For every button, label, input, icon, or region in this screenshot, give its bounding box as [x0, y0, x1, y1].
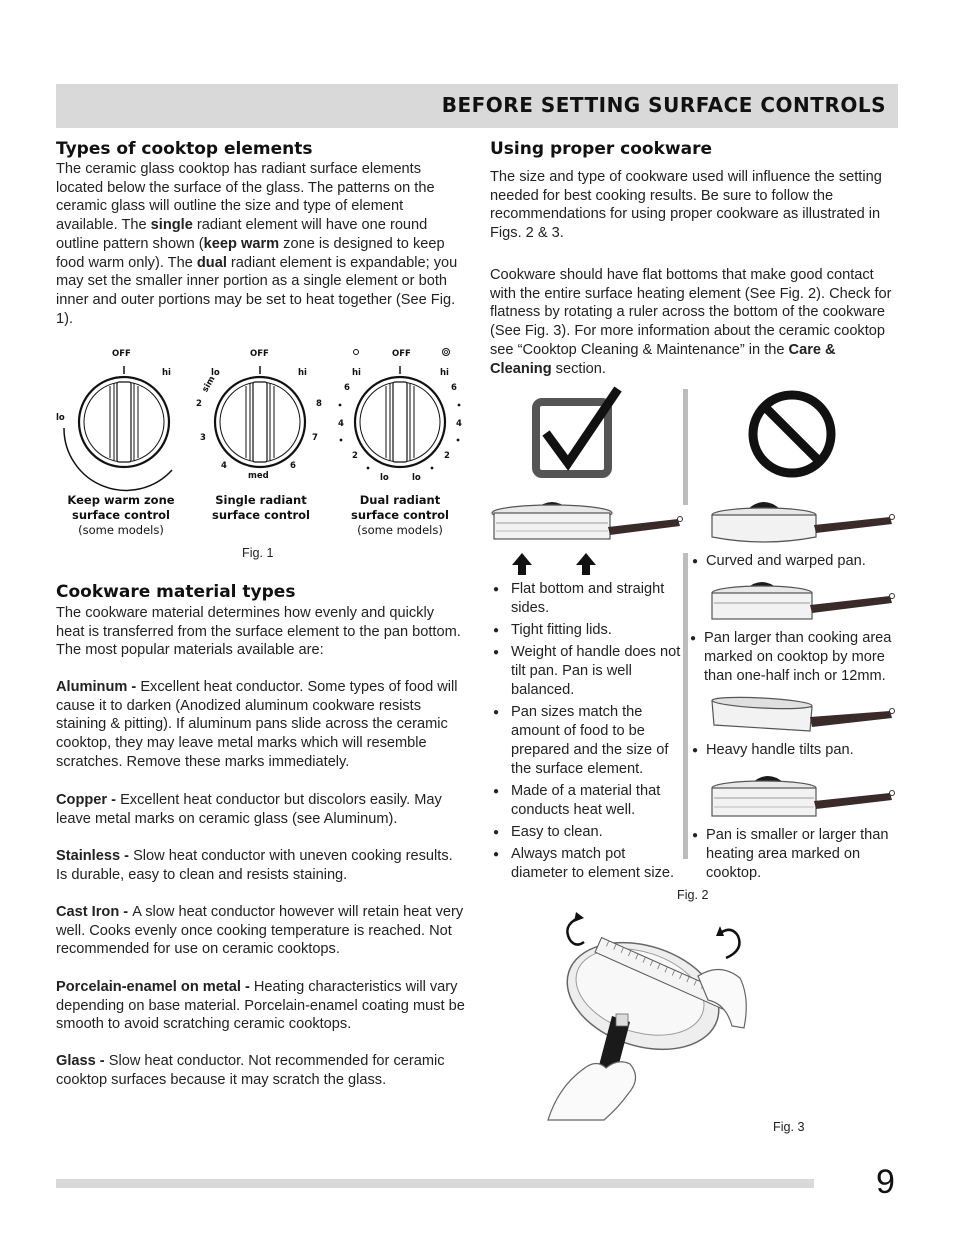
list-item: ● Made of a material that conducts heat well.	[491, 782, 686, 820]
single-dial	[196, 349, 322, 481]
list-item: ● Pan sizes match the amount of food to be prepared and the size of the surface element.	[491, 703, 686, 779]
glass-paragraph: Glass - Slow heat conductor. Not recommended for ceramic cooktop surfaces because it may scratch the glass.	[56, 1053, 445, 1088]
flat-pan-icon	[492, 502, 683, 539]
cast-iron-paragraph: Cast Iron - A slow heat conductor however will retain heat very well. Cooks evenly once cooking temperature is reached. Not recommended for use on ceramic cooktops.	[56, 904, 464, 958]
dial-label-lo: lo	[211, 368, 220, 378]
dial-label-hi: hi	[162, 368, 171, 378]
list-item: ● Easy to clean.	[491, 823, 686, 842]
fig3-ruler-check-illustration	[548, 908, 748, 1128]
bad-item-curved: ● Curved and warped pan.	[690, 552, 900, 571]
keep-warm-caption: Keep warm zone surface control (some models)	[67, 493, 175, 537]
dial-label-2: 2	[196, 399, 202, 409]
fig1-dials	[50, 340, 470, 490]
dial-label-8: 8	[316, 399, 322, 409]
checkmark-icon	[536, 389, 618, 474]
fig1-label: Fig. 1	[242, 546, 274, 560]
dial-label-off: OFF	[250, 349, 269, 359]
dial-label-lo: lo	[56, 413, 65, 423]
aluminum-paragraph: Aluminum - Excellent heat conductor. Some types of food will cause it to darken (Anodized aluminum cookware resists staining & pitting). If aluminum pans slide across the ceramic cooktop, they may leave metal marks which will resemble scratches. Remove these marks immediately.	[56, 679, 458, 770]
dual-caption: Dual radiant surface control (some models)	[350, 493, 449, 537]
bad-item-too-large: ● Pan larger than cooking area marked on cooktop by more than one-half inch or 12mm.	[688, 629, 900, 686]
dial-label-7: 7	[312, 433, 318, 443]
dial-label-sim: sim	[200, 374, 218, 395]
material-heading: Cookware material types	[56, 582, 296, 602]
header-bar	[56, 84, 898, 128]
bad-item-size-mismatch: ● Pan is smaller or larger than heating area marked on cooktop.	[690, 826, 890, 883]
material-intro: The cookware material determines how evenly and quickly heat is transferred from the surface element to the pan bottom. The most popular materials available are:	[56, 605, 461, 659]
types-paragraph: The ceramic glass cooktop has radiant surface elements located below the surface of the glass. The patterns on the ceramic glass will outline the size and type of element available. The single radiant element will have one round outline pattern shown (keep warm zone is designed to keep food warm only). The dual radiant element is expandable; you may set the smaller inner portion as a single element or both inner and outer portions may be set to heat together (See Fig. 1).	[56, 161, 458, 327]
fig3-label: Fig. 3	[773, 1120, 805, 1134]
porcelain-paragraph: Porcelain-enamel on metal - Heating characteristics will vary depending on base material. Porcelain-enamel coating must be smooth to avoid scratching ceramic cooktops.	[56, 979, 465, 1033]
bad-item-heavy-handle: ● Heavy handle tilts pan.	[690, 741, 900, 760]
cookware-paragraph-1: The size and type of cookware used will influence the setting needed for best cooking results. Be sure to follow the recommendations for using proper cookware as illustrated in Figs. 2 & 3.	[490, 169, 882, 242]
dial-label-4-left: 4	[338, 419, 344, 429]
prohibited-icon	[753, 395, 831, 473]
dial-label-off: OFF	[392, 349, 411, 359]
dial-label-4: 4	[221, 461, 227, 471]
copper-paragraph: Copper - Excellent heat conductor but discolors easily. May leave metal marks on ceramic glass (see Aluminum).	[56, 792, 442, 827]
cookware-paragraph-2: Cookware should have flat bottoms that make good contact with the entire surface heating element (See Fig. 2). Check for flatness by rotating a ruler across the bottom of the cookware (See Fig. 3). For more information about the ceramic cooktop see “Cooktop Cleaning & Maintenance” in the Care & Cleaning section.	[490, 267, 892, 377]
dial-label-lo-right: lo	[412, 473, 421, 483]
good-cookware-list	[491, 580, 686, 886]
dial-label-3: 3	[200, 433, 206, 443]
dual-dial	[338, 349, 462, 484]
dial-label-2-right: 2	[444, 451, 450, 461]
types-heading: Types of cooktop elements	[56, 139, 313, 159]
dial-label-lo-left: lo	[380, 473, 389, 483]
footer-bar	[56, 1179, 814, 1188]
list-item: ● Flat bottom and straight sides.	[491, 580, 686, 618]
list-item: ● Always match pot diameter to element size.	[491, 845, 686, 883]
dial-label-hi: hi	[298, 368, 307, 378]
dial-label-hi-right: hi	[440, 368, 449, 378]
dial-label-4-right: 4	[456, 419, 462, 429]
keep-warm-dial	[56, 349, 172, 490]
page-number: 9	[876, 1163, 895, 1201]
dial-label-6-right: 6	[451, 383, 457, 393]
stainless-paragraph: Stainless - Slow heat conductor with uneven cooking results. Is durable, easy to clean and resists staining.	[56, 848, 453, 883]
warped-pan-icon	[712, 502, 895, 542]
page-title: BEFORE SETTING SURFACE CONTROLS	[441, 93, 886, 117]
dial-label-6-left: 6	[344, 383, 350, 393]
tilted-pan-icon	[712, 695, 895, 731]
dial-label-med: med	[248, 471, 269, 481]
single-caption: Single radiant surface control	[211, 493, 310, 522]
dial-label-hi-left: hi	[352, 368, 361, 378]
dial-label-off: OFF	[112, 349, 131, 359]
list-item: ● Tight fitting lids.	[491, 621, 686, 640]
cookware-heading: Using proper cookware	[490, 139, 713, 159]
list-item: ● Weight of handle does not tilt pan. Pan is well balanced.	[491, 643, 686, 700]
up-arrows	[512, 553, 596, 575]
mismatched-pan-icon	[712, 776, 895, 816]
dial-label-6: 6	[290, 461, 296, 471]
fig2-label: Fig. 2	[677, 888, 709, 902]
dial-label-2-left: 2	[352, 451, 358, 461]
large-pan-icon	[712, 582, 895, 619]
